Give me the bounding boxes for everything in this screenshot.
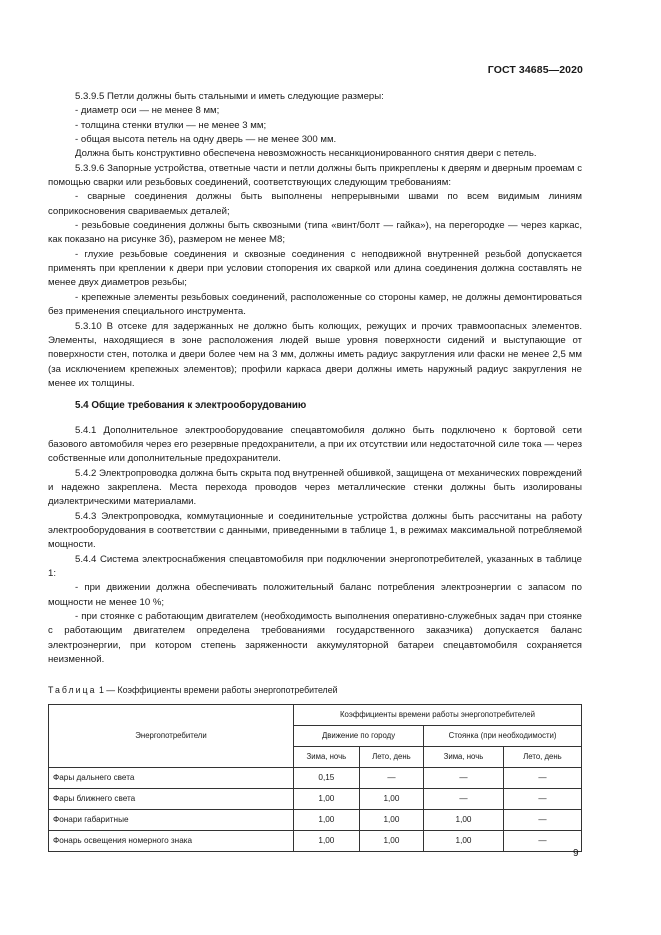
coefficients-table	[48, 704, 582, 852]
list-item: - крепежные элементы резьбовых соединений, расположенные со стороны камер, не должны демонтироваться без применения специального инструмента.	[48, 291, 582, 318]
list-item: - при движении должна обеспечивать положительный баланс потребления электроэнергии с запасом по мощности не менее 10 %;	[48, 582, 582, 608]
header-summer-day: Лето, день	[359, 746, 423, 767]
paragraph-5310: 5.3.10 В отсеке для задержанных не должно быть колющих, режущих и прочих травмоопасных элементов. Элементы, находящиеся в зоне расположения людей выше уровня поверхности сидений и выступающие от поверхности стен, потолка и двери более чем на 3 мм, должны иметь радиус закругления или фаски не менее 2,5 мм (за исключением крепежных элементов); профили каркаса двери должны иметь наружный радиус закругления не менее их толщины.	[48, 320, 582, 389]
list-item: - сварные соединения должны быть выполнены непрерывными швами по всем видимым линиям соприкосновения свариваемых деталей;	[48, 191, 582, 217]
paragraph-543: 5.4.3 Электропроводка, коммутационные и соединительные устройства должны быть рассчитаны на работу электрооборудования в соответствии с данными, приведенными в таблице 1, в режимах максимальной потребляемой мощности.	[48, 510, 582, 551]
table-cell: —	[503, 767, 581, 788]
table-cell: —	[503, 830, 581, 851]
list-item: - общая высота петель на одну дверь — не менее 300 мм.	[75, 134, 337, 146]
header-winter-night: Зима, ночь	[424, 746, 504, 767]
list-item: - при стоянке с работающим двигателем (необходимость выполнения оперативно-служебных задач при стоянке с работающим двигателем определена требованиями государственного заказчика) допускается баланс электроэнергии, при котором степень заряженности аккумуляторной батареи спецавтомобиля сохраняется неизменной.	[48, 611, 582, 666]
header-winter-night: Зима, ночь	[294, 746, 360, 767]
table-cell: 1,00	[294, 809, 360, 830]
table-cell: 0,15	[294, 767, 360, 788]
table-cell: 1,00	[359, 830, 423, 851]
consumer-name: Фонарь освещения номерного знака	[49, 830, 294, 851]
table-cell: —	[503, 788, 581, 809]
table-cell: —	[503, 809, 581, 830]
paragraph-542: 5.4.2 Электропроводка должна быть скрыта под внутренней обшивкой, защищена от механических повреждений и надежно закреплена. Места перехода проводов через металлические стенки должны быть изолированы диэлектрическими материалами.	[48, 467, 582, 508]
header-driving: Движение по городу	[294, 725, 424, 746]
list-item: - диаметр оси — не менее 8 мм;	[75, 105, 220, 117]
standard-header: ГОСТ 34685—2020	[487, 64, 583, 76]
header-consumers: Энергопотребители	[49, 704, 294, 767]
table-caption-text: 1 — Коэффициенты времени работы энергопотребителей	[98, 685, 338, 696]
document-body	[48, 90, 582, 852]
table-cell: 1,00	[424, 830, 504, 851]
consumer-name: Фонари габаритные	[49, 809, 294, 830]
table-row	[49, 788, 582, 809]
table-cell: 1,00	[294, 788, 360, 809]
list-item: - резьбовые соединения должны быть сквозными (типа «винт/болт — гайка»), на перегородке — через каркас, как показано на рисунке 3б), размером не менее М8;	[48, 220, 582, 246]
list-item: - толщина стенки втулки — не менее 3 мм;	[75, 119, 267, 131]
page-number: 9	[573, 848, 579, 859]
consumer-name: Фары ближнего света	[49, 788, 294, 809]
consumer-name: Фары дальнего света	[49, 767, 294, 788]
paragraph-5396: 5.3.9.6 Запорные устройства, ответные части и петли должны быть прикреплены к дверям и дверным проемам с помощью сварки или резьбовых соединений, соответствующих следующим требованиям:	[48, 162, 582, 189]
table-cell: —	[424, 788, 504, 809]
table-cell: 1,00	[359, 809, 423, 830]
header-coefficients: Коэффициенты времени работы энергопотребителей	[294, 704, 582, 725]
paragraph-5395: 5.3.9.5 Петли должны быть стальными и иметь следующие размеры:	[75, 91, 384, 102]
table-cell: 1,00	[294, 830, 360, 851]
table-row	[49, 767, 582, 788]
list-item: - глухие резьбовые соединения и сквозные соединения с неподвижной внутренней резьбой допускается применять при креплении к двери при условии стопорения их сваркой или длина соединения должна составлять не менее двух диаметров резьбы;	[48, 248, 582, 289]
table-caption-label: Таблица	[48, 685, 97, 696]
section-title-5-4: 5.4 Общие требования к электрооборудованию	[75, 400, 307, 412]
paragraph-544: 5.4.4 Система электроснабжения спецавтомобиля при подключении энергопотребителей, указанных в таблице 1:	[48, 553, 582, 579]
table-cell: 1,00	[359, 788, 423, 809]
paragraph-541: 5.4.1 Дополнительное электрооборудование спецавтомобиля должно быть подключено к бортовой сети базового автомобиля через его резервные предохранители, а при их отсутствии или недостаточной силе тока — через собственные или дополнительные предохранители.	[48, 424, 582, 465]
table-caption	[48, 683, 582, 697]
table-row	[49, 830, 582, 851]
table-cell: —	[359, 767, 423, 788]
table-row	[49, 809, 582, 830]
table-cell: —	[424, 767, 504, 788]
header-summer-day: Лето, день	[503, 746, 581, 767]
paragraph-5395-note: Должна быть конструктивно обеспечена невозможность несанкционированного снятия двери с петель.	[75, 148, 537, 160]
header-parking: Стоянка (при необходимости)	[424, 725, 582, 746]
table-cell: 1,00	[424, 809, 504, 830]
